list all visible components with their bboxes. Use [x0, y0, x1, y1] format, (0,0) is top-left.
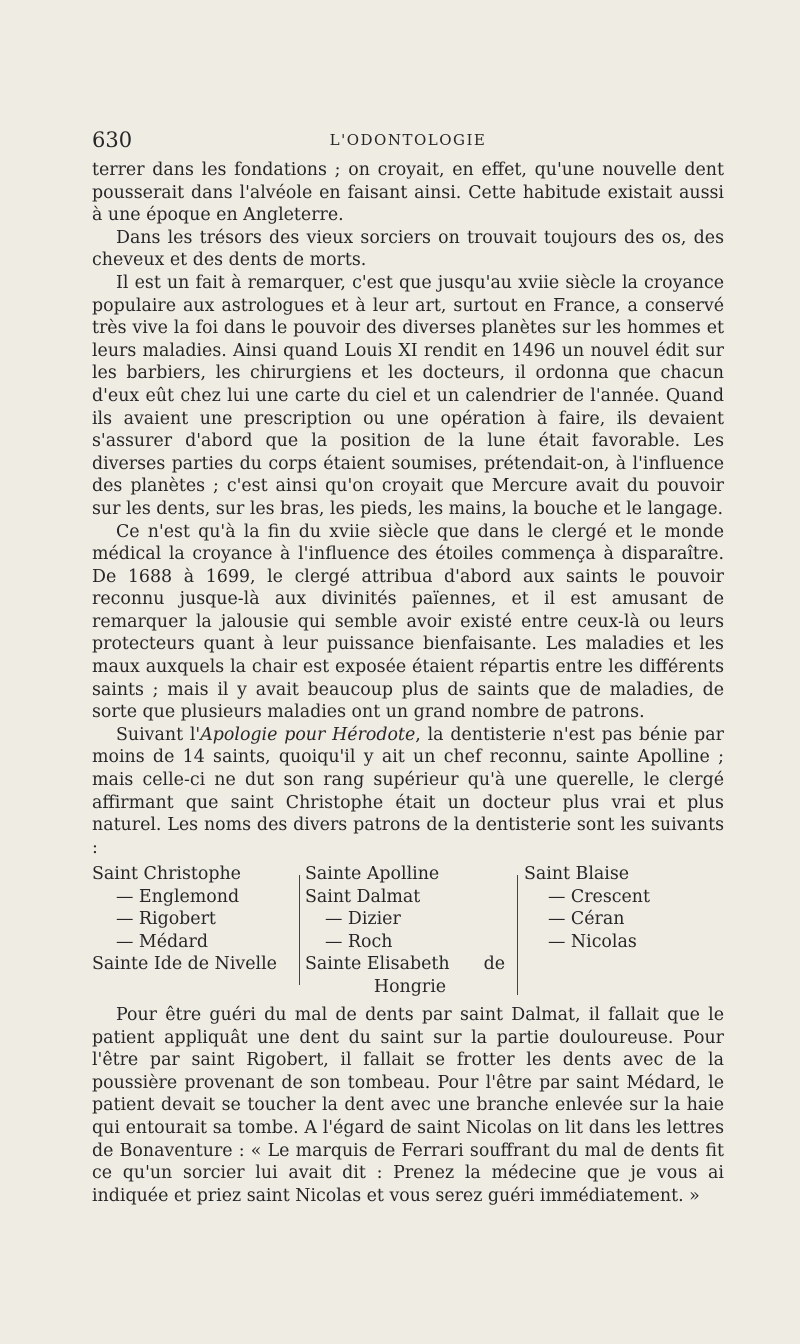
paragraph: Il est un fait à remarquer, c'est que jusqu'au xviie siècle la croyance populaire aux astrologues et à leur art, surtout en France, a conservé très vive la foi dans le pouvoir des diverses planètes sur les hommes et leurs maladies. Ainsi quand Louis XI rendit en 1496 un nouvel édit sur les barbiers, les chirurgiens et les docteurs, il ordonna que chacun d'eux eût chez lui une carte du ciel et un calendrier de l'année. Quand ils avaient une prescription ou une opération à faire, ils devaient s'assurer d'abord que la position de la lune était favorable. Les diverses parties du corps étaient soumises, prétendait-on, à l'influence des planètes ; c'est ainsi qu'on croyait que Mercure avait du pouvoir sur les dents, sur les bras, les pieds, les mains, la bouche et le langage.	[92, 272, 724, 519]
saint-entry: — Nicolas	[548, 931, 637, 952]
saints-column-2	[305, 863, 515, 998]
saint-entry: Sainte Apolline	[305, 864, 440, 884]
apologie-title: Apologie pour Hérodote	[200, 724, 416, 745]
saint-entry: — Rigobert	[116, 909, 216, 929]
saints-table	[92, 863, 724, 997]
page-number: 630	[92, 128, 133, 152]
body-text-bottom	[92, 1004, 724, 1207]
saint-entry: Sainte Elisabeth	[305, 954, 450, 974]
saint-entry: Saint Christophe	[92, 864, 241, 884]
saint-entry-continued: Hongrie	[373, 976, 447, 997]
saint-entry: — Dizier	[325, 909, 401, 929]
saint-entry: — Crescent	[548, 886, 650, 907]
saints-column-3	[524, 863, 724, 953]
paragraph: Pour être guéri du mal de dents par saint Dalmat, il fallait que le patient appliquât une dent du saint sur la partie douloureuse. Pour l'être par saint Rigobert, il fallait se frotter les dents avec de la poussière provenant de son tombeau. Pour l'être par saint Médard, le patient devait se toucher la dent avec une branche enlevée sur la haie qui entourait sa tombe. A l'égard de saint Nicolas on lit dans les lettres de Bonaventure : « Le marquis de Ferrari souffrant du mal de dents fit ce qu'un sorcier lui avait dit : Prenez la médecine que je vous ai indiquée et priez saint Nicolas et vous serez guéri immédiatement. »	[92, 1005, 724, 1206]
page-header	[92, 128, 724, 154]
saint-entry-particle: de	[483, 954, 505, 974]
apologie-before: Suivant l'	[116, 724, 201, 745]
body-text-top	[92, 159, 724, 859]
running-title: L'ODONTOLOGIE	[329, 131, 487, 149]
column-divider	[299, 875, 300, 985]
saint-entry: — Médard	[116, 931, 208, 952]
saints-column-1	[92, 863, 292, 976]
paragraph: Ce n'est qu'à la fin du xviie siècle que dans le clergé et le monde médical la croyance à l'influence des étoiles commença à disparaître. De 1688 à 1699, le clergé attribua d'abord aux saints le pouvoir reconnu jusque-là aux divinités païennes, et il est amusant de remarquer la jalousie qui semble avoir existé entre ceux-là ou leurs protecteurs quant à leur puissance bienfaisante. Les maladies et les maux auxquels la chair est exposée étaient répartis entre les différents saints ; mais il y avait beaucoup plus de saints que de maladies, de sorte que plusieurs maladies ont un grand nombre de patrons.	[92, 521, 724, 723]
saint-entry: — Roch	[325, 931, 393, 952]
apologie-after: , la dentisterie n'est pas bénie par moins de 14 saints, quoiqu'il y ait un chef reconnu, sainte Apolline ; mais celle-ci ne dut son rang supérieur qu'à une querelle, le clergé affirmant que saint Christophe était un docteur plus vrai et plus naturel. Les noms des divers patrons de la dentisterie sont les suivants :	[92, 724, 724, 858]
column-divider	[517, 875, 518, 995]
saint-entry: Saint Blaise	[524, 864, 630, 884]
saint-entry: Saint Dalmat	[305, 886, 421, 907]
saint-entry-elisabeth	[305, 953, 505, 976]
saint-entry: Sainte Ide de Nivelle	[92, 954, 277, 974]
paragraph-apologie	[92, 724, 724, 860]
saint-entry: — Englemond	[116, 886, 240, 907]
paragraph: terrer dans les fondations ; on croyait, en effet, qu'une nouvelle dent pousserait dans l'alvéole en faisant ainsi. Cette habitude existait aussi à une époque en Angleterre.	[92, 160, 724, 226]
paragraph: Dans les trésors des vieux sorciers on trouvait toujours des os, des cheveux et des dents de morts.	[92, 227, 724, 271]
saint-entry: — Céran	[548, 909, 625, 929]
